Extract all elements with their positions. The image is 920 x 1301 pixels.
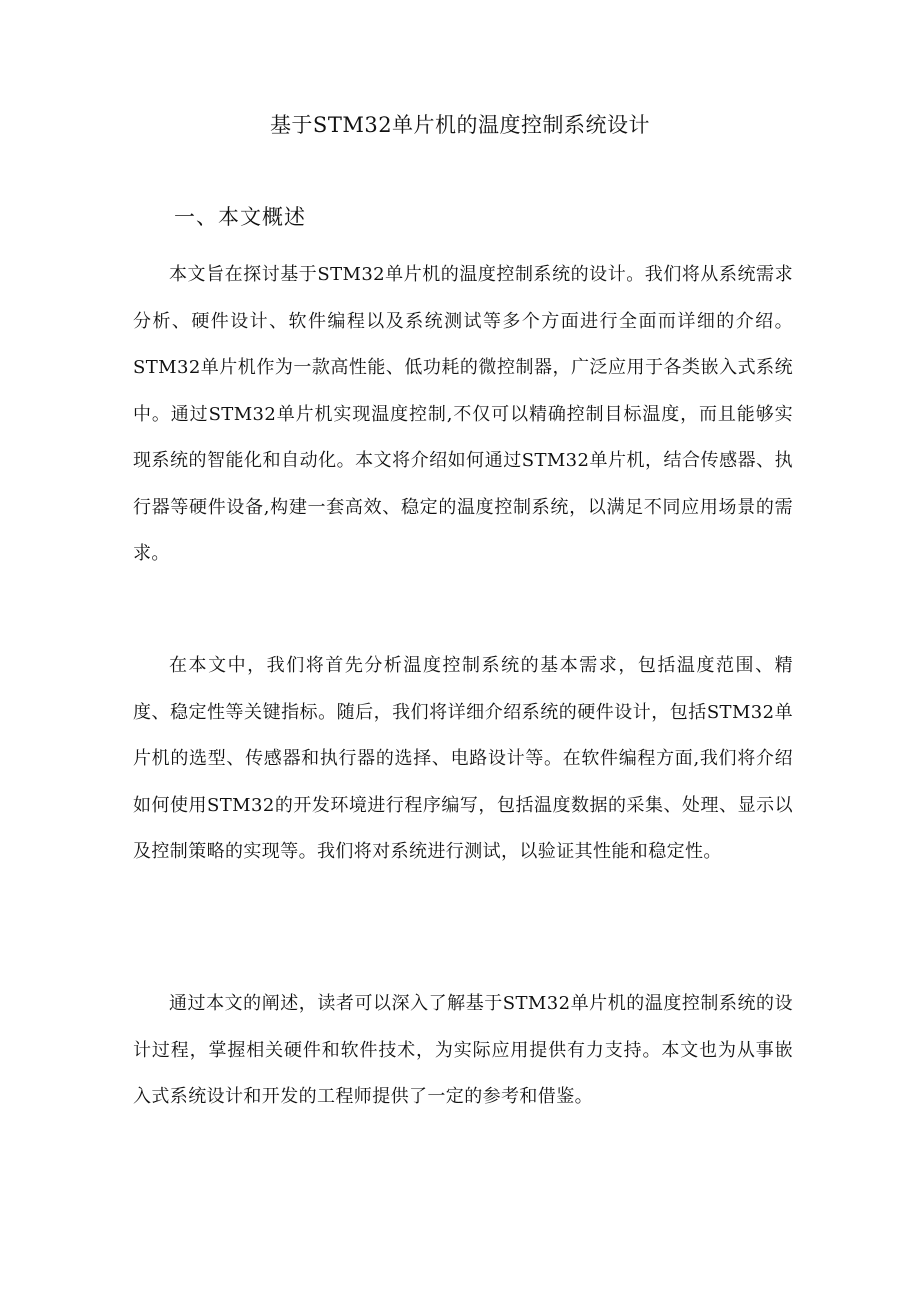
paragraph: 通过本文的阐述，读者可以深入了解基于STM32单片机的温度控制系统的设计过程，掌握相关硬件和软件技术，为实际应用提供有力支持。本文也为从事嵌入式系统设计和开发的工程师提供了一定的参考和借鉴。	[133, 993, 793, 1107]
paragraph-block	[133, 252, 793, 578]
page-title: 基于STM32单片机的温度控制系统设计	[269, 113, 651, 137]
paragraph: 在本文中，我们将首先分析温度控制系统的基本需求，包括温度范围、精度、稳定性等关键指标。随后，我们将详细介绍系统的硬件设计，包括STM32单片机的选型、传感器和执行器的选择、电路设计等。在软件编程方面,我们将介绍如何使用STM32的开发环境进行程序编写，包括温度数据的采集、处理、显示以及控制策略的实现等。我们将对系统进行测试，以验证其性能和稳定性。	[133, 655, 793, 862]
paragraph: 本文旨在探讨基于STM32单片机的温度控制系统的设计。我们将从系统需求分析、硬件设计、软件编程以及系统测试等多个方面进行全面而详细的介绍。STM32单片机作为一款高性能、低功耗的微控制器，广泛应用于各类嵌入式系统中。通过STM32单片机实现温度控制,不仅可以精确控制目标温度，而且能够实现系统的智能化和自动化。本文将介绍如何通过STM32单片机，结合传感器、执行器等硬件设备,构建一套高效、稳定的温度控制系统，以满足不同应用场景的需求。	[133, 264, 793, 564]
section-heading: 一、本文概述	[174, 205, 306, 229]
paragraph-block	[133, 981, 793, 1121]
paragraph-block	[133, 643, 793, 876]
